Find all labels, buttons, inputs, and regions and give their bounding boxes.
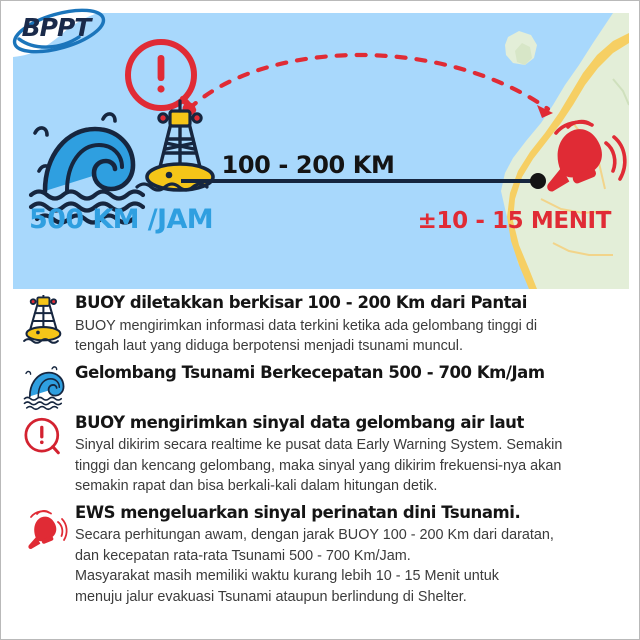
- desc-line: Sinyal dikirim secara realtime ke pusat data Early Warning System. Semakin: [75, 437, 563, 454]
- desc-line: Masyarakat masih memiliki waktu kurang lebih 10 - 15 Menit untuk: [75, 568, 499, 585]
- alert-exclamation-icon: [13, 413, 75, 469]
- list-item-desc: [75, 435, 623, 496]
- desc-line: dan kecepatan rata-rata Tsunami 500 - 700 Km/Jam.: [75, 547, 411, 564]
- list-item-body: [75, 293, 629, 357]
- list-item-title: BUOY mengirimkan sinyal data gelombang air laut: [75, 412, 524, 432]
- list-item-body: [75, 503, 629, 607]
- tsunami-wave-icon: [13, 363, 75, 407]
- logo-text: BPPT: [21, 13, 91, 42]
- list-item-body: [75, 363, 629, 386]
- desc-line: semakin rapat dan bisa berkali-kali dalam hitungan detik.: [75, 478, 438, 495]
- distance-label: 100 - 200 KM: [221, 151, 395, 179]
- bppt-logo: [5, 3, 115, 61]
- list-item-body: [75, 413, 629, 497]
- list-item-title: BUOY diletakkan berkisar 100 - 200 Km dari Pantai: [75, 293, 527, 312]
- desc-line: menuju jalur evakuasi Tsunami ataupun berlindung di Shelter.: [75, 588, 467, 605]
- desc-line: Secara perhitungan awam, dengan jarak BUOY 100 - 200 Km dari daratan,: [75, 527, 554, 544]
- desc-line: BUOY mengirimkan informasi data terkini ketika ada gelombang tinggi di: [75, 317, 538, 334]
- list-item: [13, 503, 629, 607]
- wave-speed-label: 500 KM /JAM: [29, 204, 214, 235]
- desc-line: tengah laut yang diduga berpotensi menjadi tsunami muncul.: [75, 338, 463, 355]
- desc-line: tinggi dan kencang gelombang, maka sinyal yang dikirim frekuensi-nya akan: [75, 457, 562, 474]
- info-list: [13, 293, 629, 609]
- list-item: [13, 293, 629, 357]
- warning-siren-icon: [13, 503, 75, 559]
- list-item: [13, 413, 629, 497]
- list-item-desc: [75, 525, 623, 607]
- list-item: [13, 363, 629, 407]
- list-item-title: Gelombang Tsunami Berkecepatan 500 - 700 Km/Jam: [75, 362, 545, 382]
- arrival-time-label: ±10 - 15 MENIT: [417, 208, 611, 234]
- list-item-title: EWS mengeluarkan sinyal perinatan dini Tsunami.: [75, 502, 521, 522]
- buoy-icon: [13, 293, 75, 349]
- list-item-desc: [75, 316, 623, 357]
